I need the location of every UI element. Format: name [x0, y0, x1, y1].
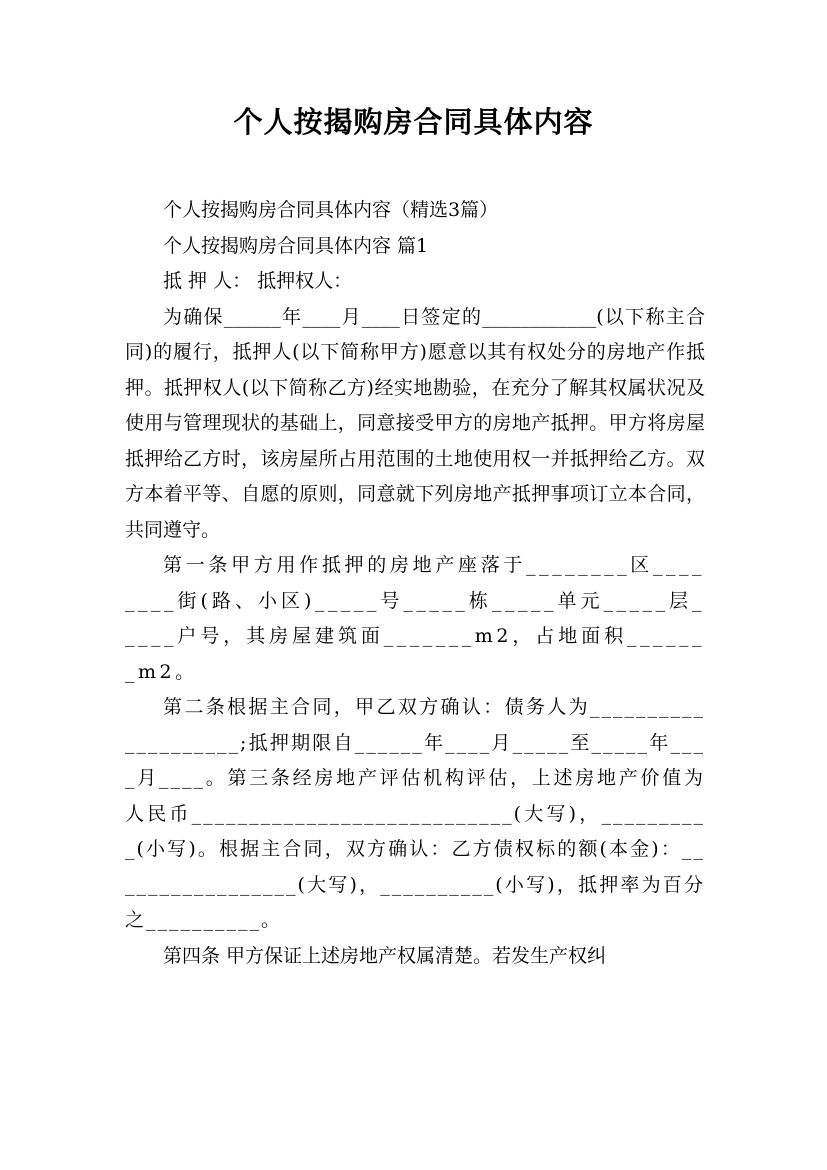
- paragraph-subtitle: 个人按揭购房合同具体内容（精选3篇）: [163, 199, 499, 221]
- document-title: 个人按揭购房合同具体内容: [233, 105, 594, 139]
- paragraph-article-2-3: 第二条根据主合同，甲乙双方确认：债务人为____________________;抵押期限自______年____月_____至_____年____月____。第三条经房地产评估机构评估，上述房地产价值为人民币____________________________(大写)，__________(小写)。根据主合同，双方确认：乙方债权标的额(本金)：_________________(大写)，__________(小写)，抵押率为百分之__________。: [125, 696, 705, 931]
- paragraph-article-4: 第四条 甲方保证上述房地产权属清楚。若发生产权纠: [163, 944, 607, 967]
- paragraph-preamble: 为确保______年____月____日签定的____________(以下称主合同)的履行，抵押人(以下简称甲方)愿意以其有权处分的房地产作抵押。抵押权人(以下简称乙方)经实地勘验，在充分了解其权属状况及使用与管理现状的基础上，同意接受甲方的房地产抵押。甲方将房屋抵押给乙方时，该房屋所占用范围的土地使用权一并抵押给乙方。双方本着平等、自愿的原则，同意就下列房地产抵押事项订立本合同，共同遵守。: [125, 305, 705, 541]
- document-body: [125, 193, 705, 974]
- paragraph-article-1: 第一条甲方用作抵押的房地产座落于________区________街(路、小区)_____号_____栋_____单元_____层_____户号，其房屋建筑面_______m2，占地面积_______m2。: [125, 554, 705, 683]
- paragraph-parties: 抵 押 人： 抵押权人：: [163, 270, 353, 292]
- paragraph-section-heading: 个人按揭购房合同具体内容 篇1: [163, 234, 429, 257]
